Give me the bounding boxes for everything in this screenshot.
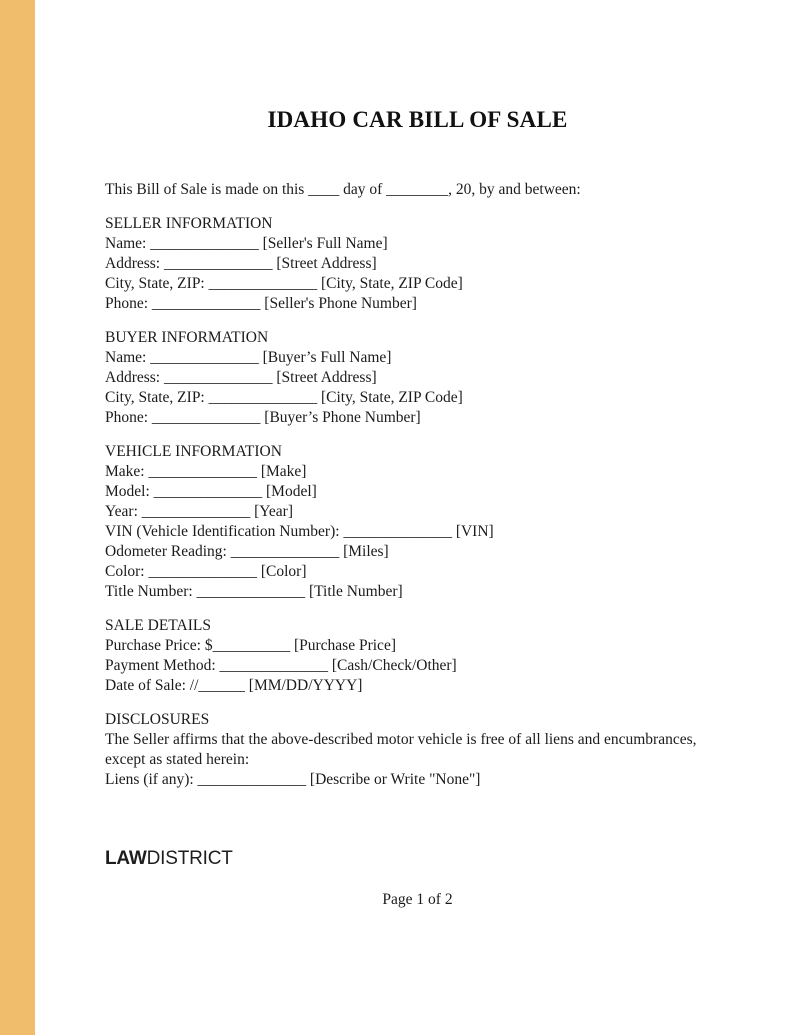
form-line-make: Make: ______________ [Make] [105, 463, 307, 480]
form-line-purchase-price: Purchase Price: $__________ [Purchase Price] [105, 637, 396, 654]
form-line-seller-phone: Phone: ______________ [Seller's Phone Number] [105, 295, 417, 312]
section-heading: DISCLOSURES [105, 711, 210, 728]
section-heading: VEHICLE INFORMATION [105, 443, 282, 460]
section-heading: BUYER INFORMATION [105, 329, 269, 346]
form-line-payment-method: Payment Method: ______________ [Cash/Check/Other] [105, 657, 457, 674]
form-line-odometer: Odometer Reading: ______________ [Miles] [105, 543, 389, 560]
section-heading: SELLER INFORMATION [105, 215, 273, 232]
form-line-color: Color: ______________ [Color] [105, 563, 307, 580]
form-line-date-of-sale: Date of Sale: //______ [MM/DD/YYYY] [105, 677, 363, 694]
disclosure-paragraph: The Seller affirms that the above-described motor vehicle is free of all liens and encumbrances, except as stated herein: [105, 731, 697, 768]
form-line-buyer-phone: Phone: ______________ [Buyer’s Phone Number] [105, 409, 421, 426]
logo-text-bold: LAW [105, 848, 147, 869]
form-line-seller-address: Address: ______________ [Street Address] [105, 255, 377, 272]
form-line-buyer-address: Address: ______________ [Street Address] [105, 369, 377, 386]
form-line-seller-name: Name: ______________ [Seller's Full Name] [105, 235, 388, 252]
section-heading: SALE DETAILS [105, 617, 211, 634]
form-line-seller-city-state-zip: City, State, ZIP: ______________ [City, State, ZIP Code] [105, 275, 463, 292]
form-line-vin: VIN (Vehicle Identification Number): ______________ [VIN] [105, 523, 494, 540]
page-indicator: Page 1 of 2 [382, 891, 453, 908]
section-buyer-information [105, 328, 730, 428]
section-seller-information [105, 214, 730, 314]
section-vehicle-information [105, 442, 730, 602]
form-line-liens: Liens (if any): ______________ [Describe or Write "None"] [105, 771, 481, 788]
document-page [35, 0, 800, 1035]
section-sale-details [105, 616, 730, 696]
section-disclosures [105, 710, 730, 790]
form-line-model: Model: ______________ [Model] [105, 483, 317, 500]
page-title: IDAHO CAR BILL OF SALE [267, 107, 568, 132]
accent-stripe [0, 0, 35, 1035]
form-line-buyer-name: Name: ______________ [Buyer’s Full Name] [105, 349, 392, 366]
form-line-title-number: Title Number: ______________ [Title Number] [105, 583, 403, 600]
form-line-year: Year: ______________ [Year] [105, 503, 294, 520]
intro-text: This Bill of Sale is made on this ____ day of ________, 20, by and between: [105, 181, 581, 198]
lawdistrict-logo [105, 847, 730, 871]
form-line-buyer-city-state-zip: City, State, ZIP: ______________ [City, State, ZIP Code] [105, 389, 463, 406]
logo-text-regular: DISTRICT [146, 848, 233, 869]
